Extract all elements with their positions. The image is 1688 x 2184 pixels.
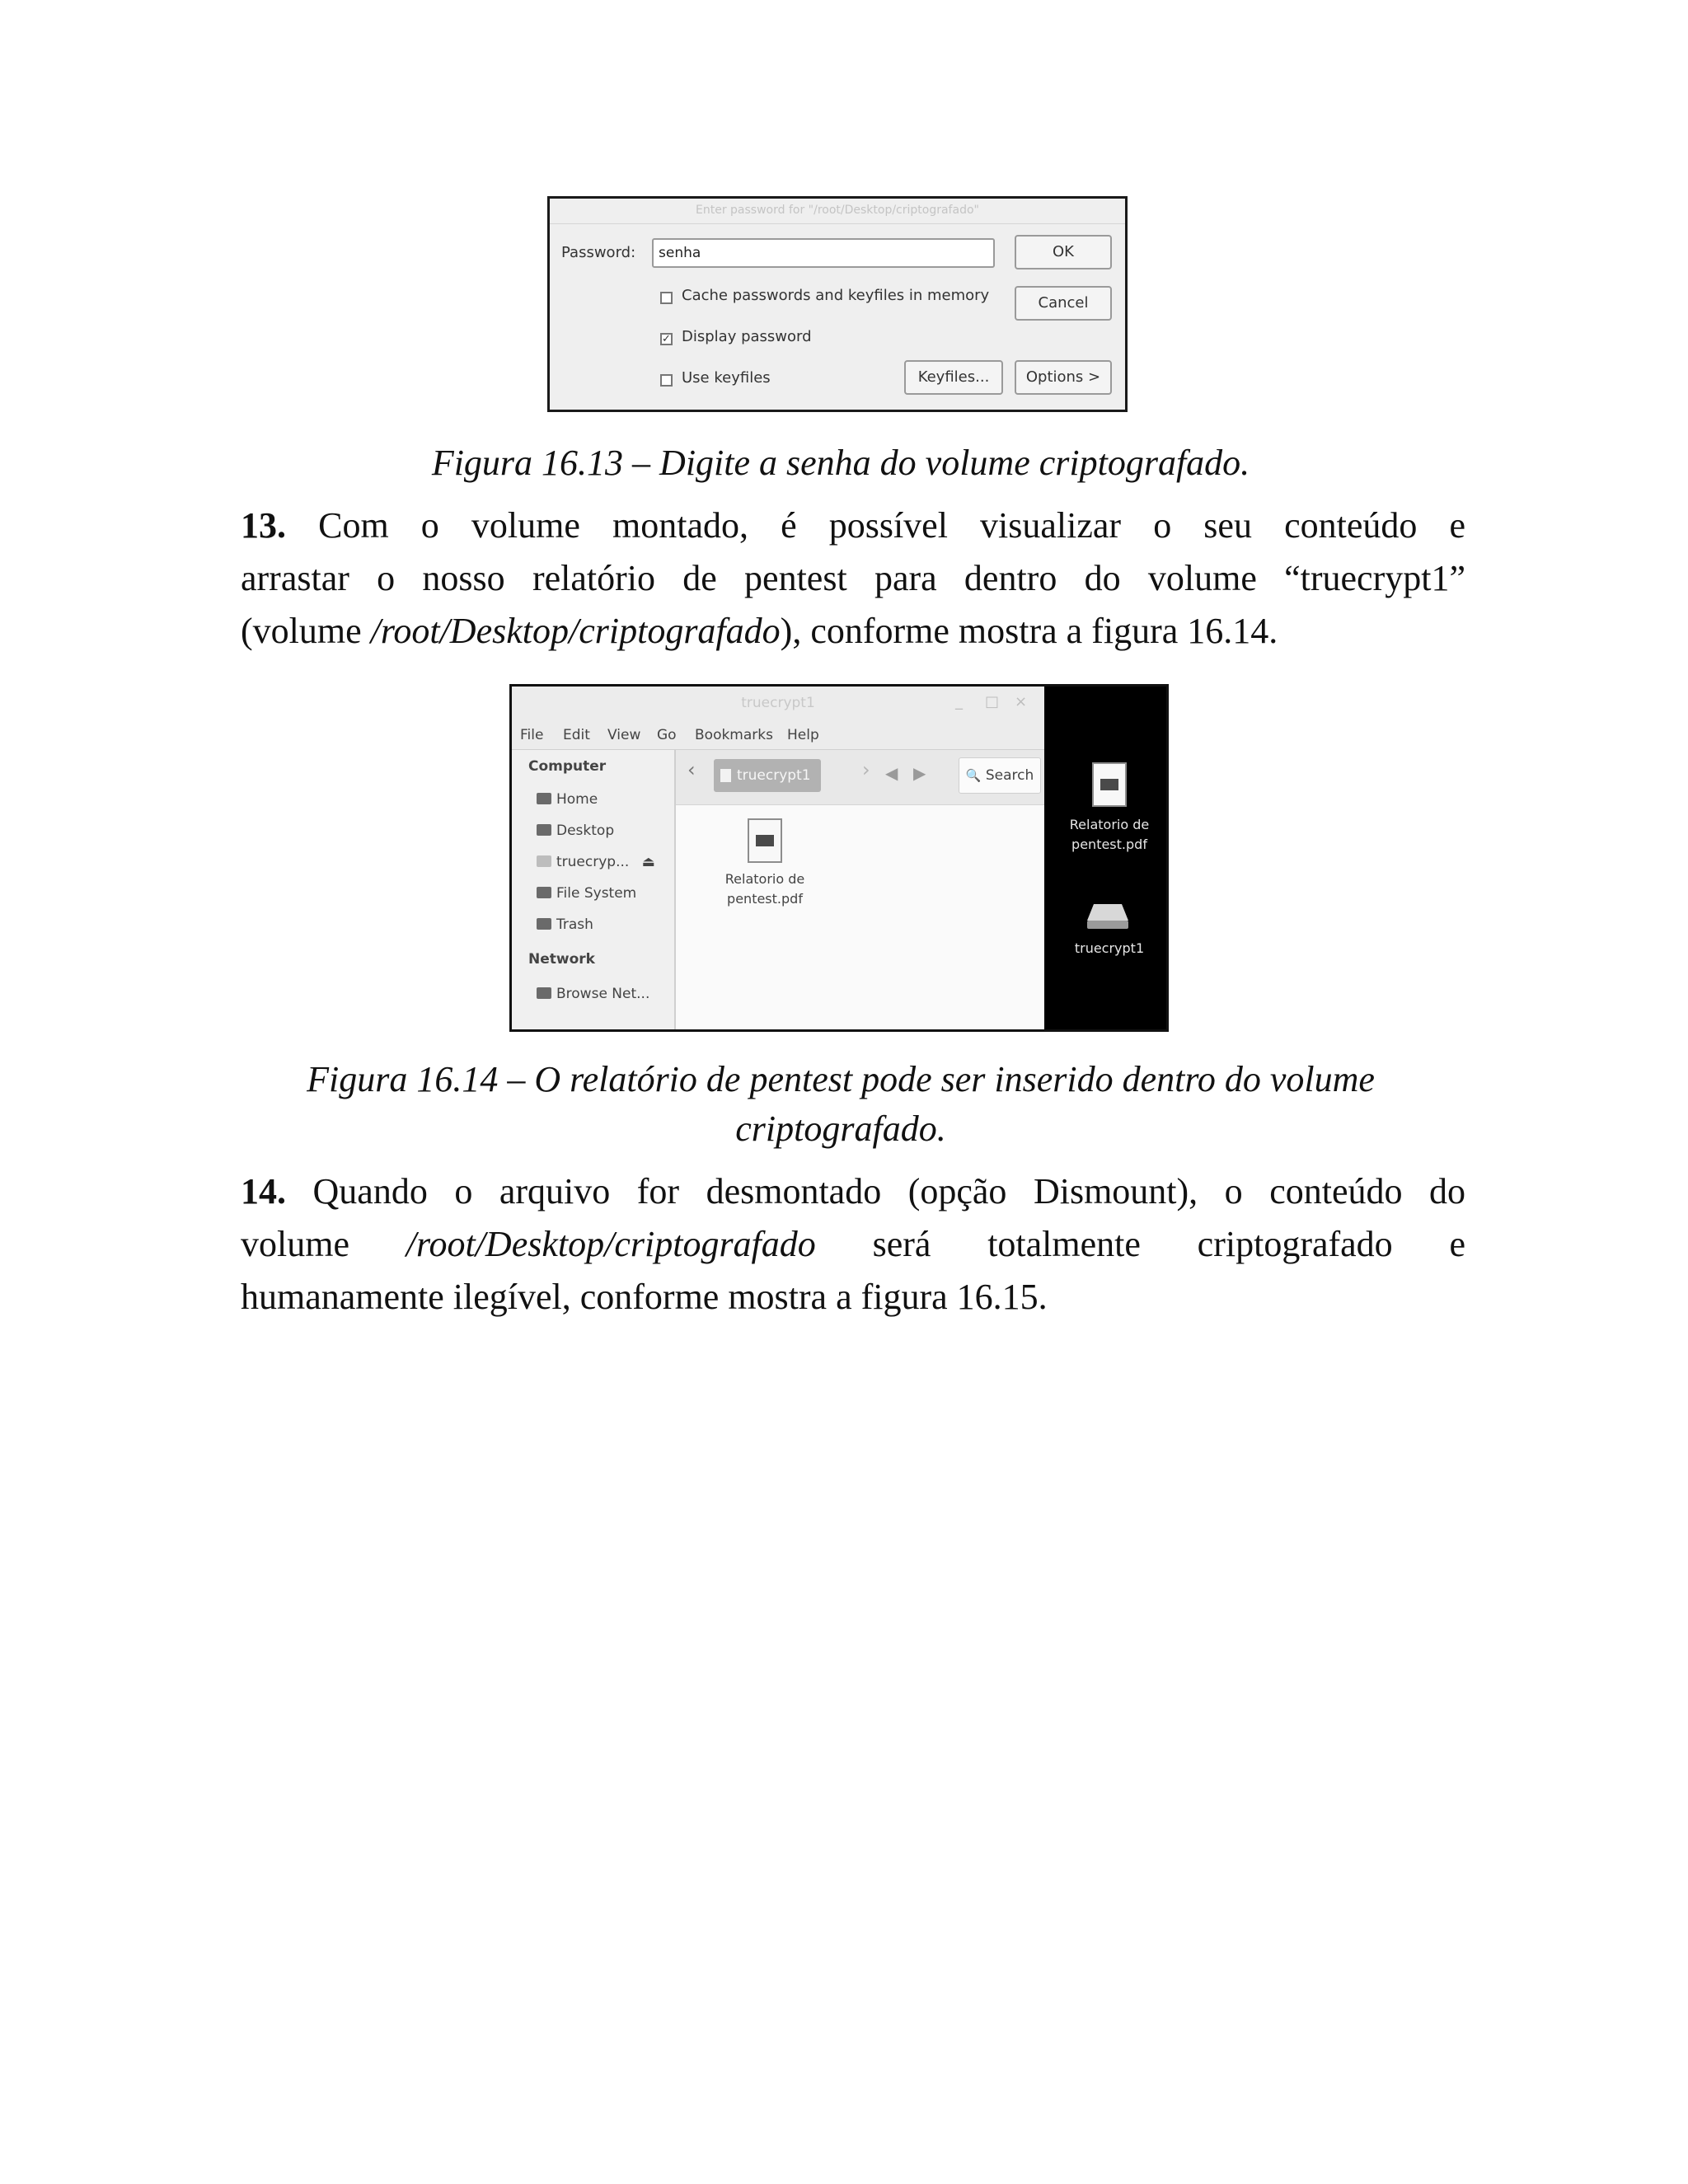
trash-icon bbox=[537, 918, 551, 930]
password-input[interactable]: senha bbox=[652, 238, 995, 268]
sidebar-heading-computer: Computer bbox=[528, 758, 607, 775]
use-keyfiles-label: Use keyfiles bbox=[682, 369, 771, 387]
search-button[interactable] bbox=[959, 757, 1041, 794]
maximize-icon[interactable]: □ bbox=[985, 693, 1000, 710]
desktop-drive-label: truecrypt1 bbox=[1074, 940, 1145, 956]
sidebar-item-desktop[interactable] bbox=[537, 823, 614, 839]
cache-passwords-label: Cache passwords and keyfiles in memory bbox=[682, 287, 990, 304]
item-14-paragraph bbox=[241, 1165, 1465, 1324]
options-button[interactable]: Options > bbox=[1015, 360, 1112, 395]
sidebar-item-home[interactable] bbox=[537, 791, 598, 808]
use-keyfiles-checkbox[interactable] bbox=[660, 374, 673, 387]
sidebar-heading-network: Network bbox=[528, 951, 595, 968]
folder-icon bbox=[720, 769, 731, 782]
sidebar-item-label: truecryp... bbox=[556, 854, 630, 870]
pdf-file-icon bbox=[748, 818, 782, 863]
sidebar-item-label: File System bbox=[556, 885, 637, 902]
checkmark-icon: ✓ bbox=[662, 333, 671, 345]
display-password-label: Display password bbox=[682, 328, 812, 345]
dialog-title: Enter password for "/root/Desktop/criptografado" bbox=[696, 204, 979, 217]
file-name-line-2: pentest.pdf bbox=[727, 891, 803, 907]
dialog-title-divider bbox=[550, 223, 1125, 224]
nav-right-icon[interactable]: ▶ bbox=[913, 763, 926, 783]
figure-16-14-caption-line-2: criptografado. bbox=[735, 1108, 946, 1149]
sidebar-item-trash[interactable] bbox=[537, 916, 593, 933]
menu-go[interactable]: Go bbox=[657, 727, 677, 743]
ok-button[interactable]: OK bbox=[1015, 235, 1112, 269]
nav-left-icon[interactable]: ◀ bbox=[885, 763, 898, 783]
menu-file[interactable]: File bbox=[520, 727, 544, 743]
menu-bookmarks[interactable]: Bookmarks bbox=[695, 727, 773, 743]
file-system-icon bbox=[537, 887, 551, 898]
drive-icon bbox=[537, 855, 551, 867]
drive-icon bbox=[1085, 902, 1130, 930]
item-14-line-2-start: volume bbox=[241, 1224, 406, 1264]
places-sidebar bbox=[512, 750, 676, 1029]
close-icon[interactable]: × bbox=[1015, 693, 1028, 710]
sidebar-item-label: Browse Net... bbox=[556, 986, 650, 1002]
desktop-file-name-line-1: Relatorio de bbox=[1069, 817, 1150, 832]
menu-bar bbox=[512, 721, 1044, 750]
location-toolbar bbox=[676, 750, 1044, 805]
sidebar-item-truecrypt[interactable] bbox=[537, 854, 655, 870]
item-13-number: 13. bbox=[241, 505, 286, 546]
menu-help[interactable]: Help bbox=[787, 727, 819, 743]
item-13-line-3-end: ), conforme mostra a figura 16.14. bbox=[780, 611, 1278, 651]
figure-16-14-caption-line-1: Figura 16.14 – O relatório de pentest pode ser inserido dentro do volume bbox=[307, 1059, 1375, 1099]
cancel-button[interactable]: Cancel bbox=[1015, 286, 1112, 321]
item-13-path: /root/Desktop/criptografado bbox=[370, 611, 781, 651]
password-label: Password: bbox=[561, 244, 636, 261]
figure-16-13-caption: Figura 16.13 – Digite a senha do volume criptografado. bbox=[431, 443, 1250, 483]
item-14-line-2-end: será totalmente criptografado e bbox=[815, 1224, 1465, 1264]
item-14-line-3: humanamente ilegível, conforme mostra a figura 16.15. bbox=[241, 1277, 1048, 1317]
sidebar-item-label: Home bbox=[556, 791, 598, 808]
path-button-label: truecrypt1 bbox=[737, 767, 811, 784]
desktop-pdf-file-icon bbox=[1092, 762, 1127, 807]
sidebar-item-browse-network[interactable] bbox=[537, 986, 649, 1002]
display-password-checkbox[interactable] bbox=[660, 333, 673, 345]
cache-passwords-checkbox[interactable] bbox=[660, 292, 673, 304]
eject-icon[interactable]: ⏏ bbox=[641, 854, 655, 870]
desktop-file-name-line-2: pentest.pdf bbox=[1071, 837, 1147, 852]
menu-edit[interactable]: Edit bbox=[563, 727, 590, 743]
window-titlebar bbox=[512, 687, 1044, 721]
item-14-number: 14. bbox=[241, 1171, 286, 1212]
sidebar-item-label: Trash bbox=[556, 916, 593, 933]
keyfiles-button[interactable]: Keyfiles... bbox=[904, 360, 1003, 395]
sidebar-item-file-system[interactable] bbox=[537, 885, 636, 902]
path-button-truecrypt1[interactable] bbox=[714, 759, 821, 792]
search-icon: 🔍 bbox=[965, 768, 982, 783]
network-icon bbox=[537, 987, 551, 999]
item-14-path: /root/Desktop/criptografado bbox=[406, 1224, 816, 1264]
back-arrow-icon[interactable]: ‹ bbox=[687, 758, 696, 781]
item-13-line-1: Com o volume montado, é possível visualizar o seu conteúdo e bbox=[318, 505, 1465, 546]
desktop-icon bbox=[537, 824, 551, 836]
item-13-line-3-start: (volume bbox=[241, 611, 371, 651]
minimize-icon[interactable]: _ bbox=[955, 693, 963, 710]
search-label: Search bbox=[985, 767, 1034, 784]
password-dialog-screenshot bbox=[547, 196, 1128, 412]
file-manager-window bbox=[512, 687, 1044, 1029]
file-manager-screenshot bbox=[509, 684, 1169, 1032]
forward-arrow-icon[interactable]: › bbox=[862, 758, 870, 781]
window-title: truecrypt1 bbox=[741, 695, 815, 711]
menu-view[interactable]: View bbox=[607, 727, 641, 743]
sidebar-item-label: Desktop bbox=[556, 823, 615, 839]
item-13-paragraph bbox=[241, 499, 1465, 658]
item-13-line-2: arrastar o nosso relatório de pentest para dentro do volume “truecrypt1” bbox=[241, 558, 1465, 598]
home-icon bbox=[537, 793, 551, 804]
file-name-line-1: Relatorio de bbox=[724, 871, 805, 887]
item-14-line-1: Quando o arquivo for desmontado (opção Dismount), o conteúdo do bbox=[312, 1171, 1465, 1212]
